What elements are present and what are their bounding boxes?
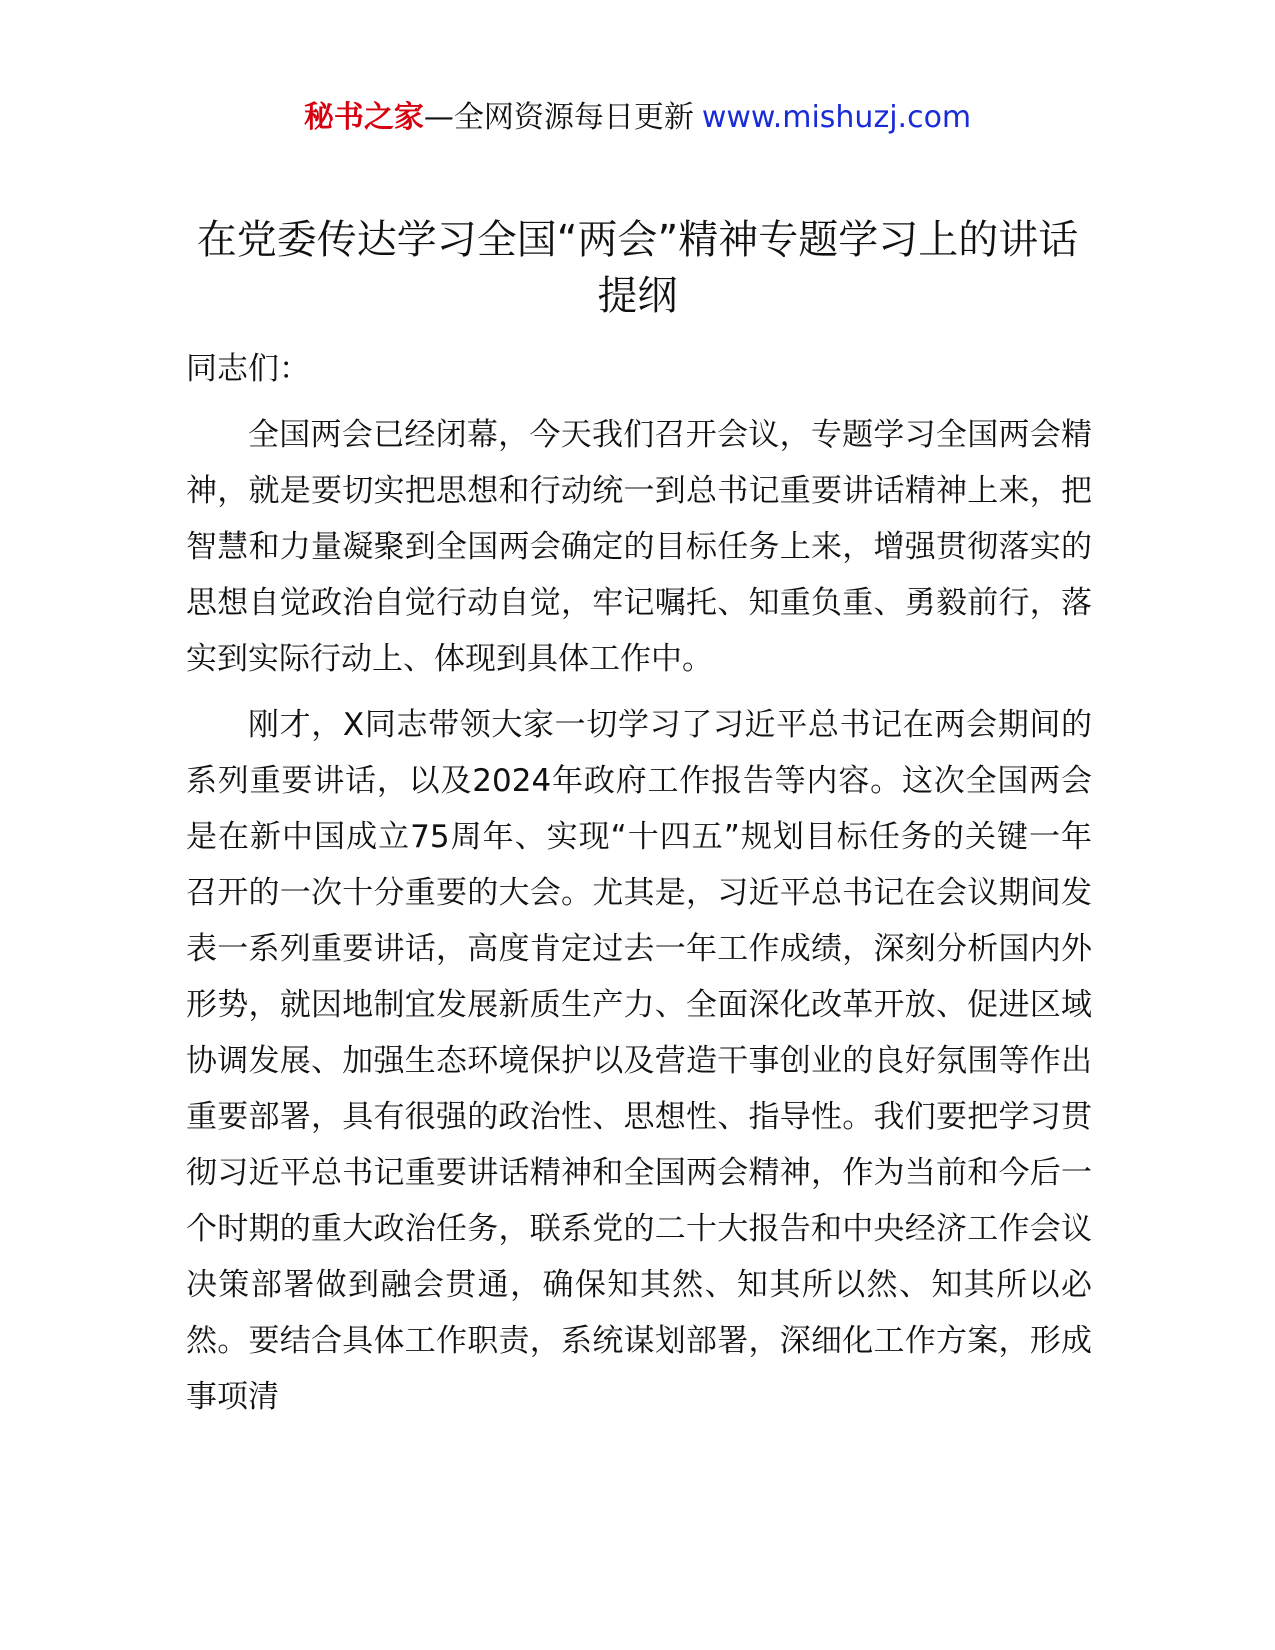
salutation: 同志们： xyxy=(186,351,310,387)
document-title: 在党委传达学习全国“两会”精神专题学习上的讲话提纲 xyxy=(196,217,1079,319)
paragraph: 全国两会已经闭幕，今天我们召开会议，专题学习全国两会精神，就是要切实把思想和行动统一到总书记重要讲话精神上来，把智慧和力量凝聚到全国两会确定的目标任务上来，增强贯彻落实的思想自觉政治自觉行动自觉，牢记嘱托、知重负重、勇毅前行，落实到实际行动上、体现到具体工作中。 xyxy=(186,417,1092,677)
header-tagline: —全网资源每日更新 xyxy=(423,100,694,135)
document-body xyxy=(186,341,1092,1435)
brand-name: 秘书之家 xyxy=(303,100,424,135)
site-header xyxy=(0,98,1275,138)
paragraph: 刚才，X同志带领大家一切学习了习近平总书记在两会期间的系列重要讲话，以及2024年政府工作报告等内容。这次全国两会是在新中国成立75周年、实现“十四五”规划目标任务的关键一年召开的一次十分重要的大会。尤其是，习近平总书记在会议期间发表一系列重要讲话，高度肯定过去一年工作成绩，深刻分析国内外形势，就因地制宜发展新质生产力、全面深化改革开放、促进区域协调发展、加强生态环境保护以及营造干事创业的良好氛围等作出重要部署，具有很强的政治性、思想性、指导性。我们要把学习贯彻习近平总书记重要讲话精神和全国两会精神，作为当前和今后一个时期的重大政治任务，联系党的二十大报告和中央经济工作会议决策部署做到融会贯通，确保知其然、知其所以然、知其所以必然。要结合具体工作职责，系统谋划部署，深细化工作方案，形成事项清 xyxy=(186,707,1092,1415)
site-url-link[interactable]: www.mishuzj.com xyxy=(701,100,972,135)
